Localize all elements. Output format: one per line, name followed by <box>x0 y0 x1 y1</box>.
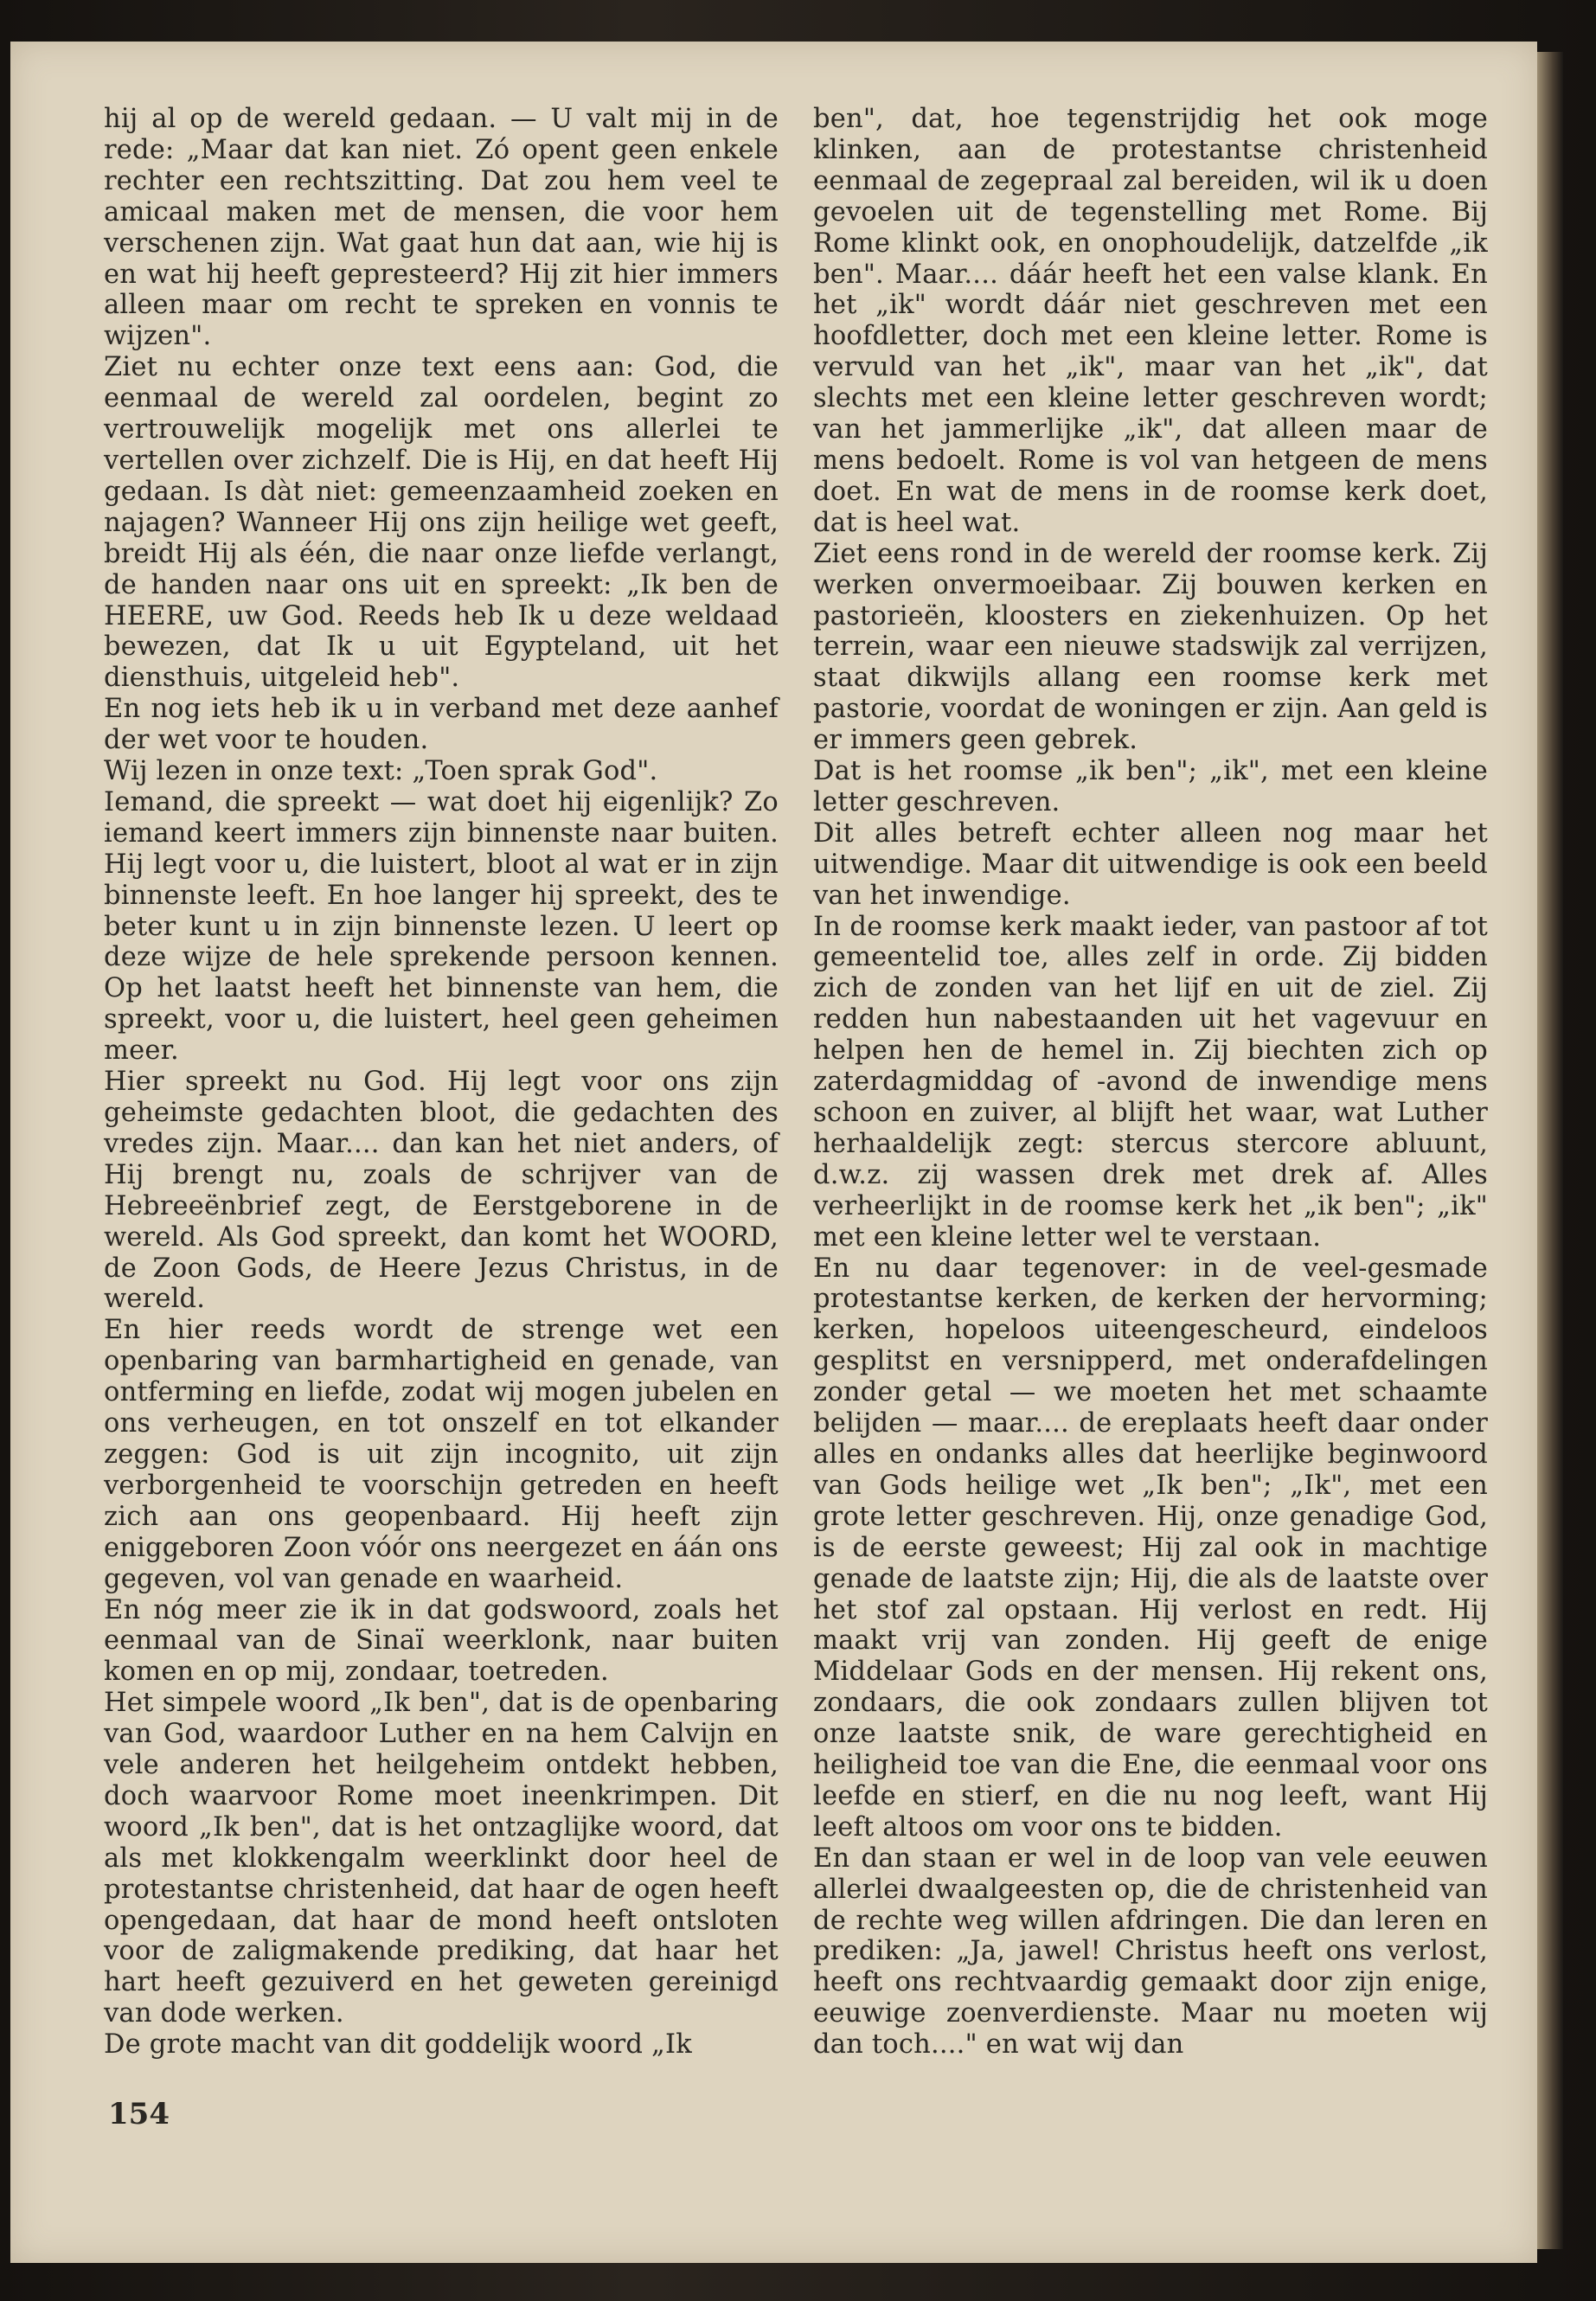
right-paragraph-4: Dit alles betreft echter alleen nog maar het uitwendige. Maar dit uitwendige is ook een beeld van het inwendige. <box>813 817 1488 911</box>
left-paragraph-3: En nog iets heb ik u in verband met deze aanhef der wet voor te houden. <box>104 694 779 756</box>
right-paragraph-2: Ziet eens rond in de wereld der roomse kerk. Zij werken onvermoeibaar. Zij bouwen kerken en pastorieën, kloosters en ziekenhuizen. Op het terrein, waar een nieuwe stadswijk zal verrijzen, staat dikwijls allang een roomse kerk met pastorie, voordat de woningen er zijn. Aan geld is er immers geen gebrek. <box>813 538 1488 756</box>
left-paragraph-4: Wij lezen in onze text: „Toen sprak God". <box>104 756 658 787</box>
left-paragraph-1: hij al op de wereld gedaan. — U valt mij in de rede: „Maar dat kan niet. Zó opent geen enkele rechter een rechtszitting. Dat zou hem veel te amicaal maken met de mensen, die voor hem verschenen zijn. Wat gaat hun dat aan, wie hij is en wat hij heeft gepresteerd? Hij zit hier immers alleen maar om recht te spreken en vonnis te wijzen". <box>104 104 779 352</box>
left-paragraph-8: En nóg meer zie ik in dat godswoord, zoals het eenmaal van de Sinaï weerklonk, naar buiten komen en op mij, zondaar, toetreden. <box>104 1594 779 1688</box>
right-paragraph-7: En dan staan er wel in de loop van vele eeuwen allerlei dwaalgeesten op, die de christenheid van de rechte weg willen afdringen. Die dan leren en prediken: „Ja, jawel! Christus heeft ons verlost, heeft ons rechtvaardig gemaakt door zijn enige, eeuwige zoenverdienste. Maar nu moeten wij dan toch...." en wat wij dan <box>813 1843 1488 2061</box>
left-column <box>104 104 779 2061</box>
left-paragraph-10: De grote macht van dit goddelijk woord „Ik <box>104 2029 692 2061</box>
right-paragraph-5: In de roomse kerk maakt ieder, van pastoor af tot gemeentelid toe, alles zelf in orde. Zij bidden zich de zonden van het lijf en uit de ziel. Zij redden hun nabestaanden uit het vagevuur en helpen hen de hemel in. Zij biechten zich op zaterdagmiddag of -avond de inwendige mens schoon en zuiver, al blijft het waar, wat Luther herhaaldelijk zegt: stercus stercore abluunt, d.w.z. zij wassen drek met drek af. Alles verheerlijkt in de roomse kerk het „ik ben"; „ik" met een kleine letter wel te verstaan. <box>813 911 1488 1253</box>
right-paragraph-3: Dat is het roomse „ik ben"; „ik", met een kleine letter geschreven. <box>813 756 1488 817</box>
left-paragraph-7: En hier reeds wordt de strenge wet een openbaring van barmhartigheid en genade, van ontferming en liefde, zodat wij mogen jubelen en ons verheugen, en tot onszelf en tot elkander zeggen: God is uit zijn incognito, uit zijn verborgenheid te voorschijn getreden en heeft zich aan ons geopenbaard. Hij heeft zijn eniggeboren Zoon vóór ons neergezet en áán ons gegeven, vol van genade en waarheid. <box>104 1315 779 1594</box>
left-paragraph-9: Het simpele woord „Ik ben", dat is de openbaring van God, waardoor Luther en na hem Calvijn en vele anderen het heilgeheim ontdekt hebben, doch waarvoor Rome moet ineenkrimpen. Dit woord „Ik ben", dat is het ontzaglijke woord, dat als met klokkengalm weerklinkt door heel de protestantse christenheid, dat haar de ogen heeft opengedaan, dat haar de mond heeft ontsloten voor de zaligmakende prediking, dat haar het hart heeft gezuiverd en het geweten gereinigd van dode werken. <box>104 1688 779 2029</box>
right-paragraph-1: ben", dat, hoe tegenstrijdig het ook moge klinken, aan de protestantse christenheid eenmaal de zegepraal zal bereiden, wil ik u doen gevoelen uit de tegenstelling met Rome. Bij Rome klinkt ook, en onophoudelijk, datzelfde „ik ben". Maar.... dáár heeft het een valse klank. En het „ik" wordt dáár niet geschreven met een hoofdletter, doch met een kleine letter. Rome is vervuld van het „ik", maar van het „ik", dat slechts met een kleine letter geschreven wordt; van het jammerlijke „ik", dat alleen maar de mens bedoelt. Rome is vol van hetgeen de mens doet. En wat de mens in de roomse kerk doet, dat is heel wat. <box>813 104 1488 538</box>
page-number: 154 <box>108 2097 170 2131</box>
left-paragraph-5: Iemand, die spreekt — wat doet hij eigenlijk? Zo iemand keert immers zijn binnenste naar buiten. Hij legt voor u, die luistert, bloot al wat er in zijn binnenste leeft. En hoe langer hij spreekt, des te beter kunt u in zijn binnenste lezen. U leert op deze wijze de hele sprekende persoon kennen. Op het laatst heeft het binnenste van hem, die spreekt, voor u, die luistert, heel geen geheimen meer. <box>104 786 779 1067</box>
right-column <box>813 104 1488 2061</box>
page-edge-shadow <box>1537 52 1563 2249</box>
left-paragraph-6: Hier spreekt nu God. Hij legt voor ons zijn geheimste gedachten bloot, die gedachten des vredes zijn. Maar.... dan kan het niet anders, of Hij brengt nu, zoals de schrijver van de Hebreeënbrief zegt, de Eerstgeborene in de wereld. Als God spreekt, dan komt het WOORD, de Zoon Gods, de Heere Jezus Christus, in de wereld. <box>104 1067 779 1315</box>
left-paragraph-2: Ziet nu echter onze text eens aan: God, die eenmaal de wereld zal oordelen, begint zo vertrouwelijk mogelijk met ons allerlei te vertellen over zichzelf. Die is Hij, en dat heeft Hij gedaan. Is dàt niet: gemeenzaamheid zoeken en najagen? Wanneer Hij ons zijn heilige wet geeft, breidt Hij als één, die naar onze liefde verlangt, de handen naar ons uit en spreekt: „Ik ben de HEERE, uw God. Reeds heb Ik u deze weldaad bewezen, dat Ik u uit Egypteland, uit het diensthuis, uitgeleid heb". <box>104 352 779 694</box>
right-paragraph-6: En nu daar tegenover: in de veel-gesmade protestantse kerken, de kerken der hervorming; kerken, hopeloos uiteengescheurd, eindeloos gesplitst en versnipperd, met onderafdelingen zonder getal — we moeten het met schaamte belijden — maar.... de ereplaats heeft daar onder alles en ondanks alles dat heerlijke beginwoord van Gods heilige wet „Ik ben"; „Ik", met een grote letter geschreven. Hij, onze genadige God, is de eerste geweest; Hij zal ook in machtige genade de laatste zijn; Hij, die als de laatste over het stof zal opstaan. Hij verlost en redt. Hij maakt vrij van zonden. Hij geeft de enige Middelaar Gods en der mensen. Hij rekent ons, zondaars, die ook zondaars zullen blijven tot onze laatste snik, de ware gerechtigheid en heiligheid toe van die Ene, die eenmaal voor ons leefde en stierf, en die nu nog leeft, want Hij leeft altoos om voor ons te bidden. <box>813 1253 1488 1843</box>
